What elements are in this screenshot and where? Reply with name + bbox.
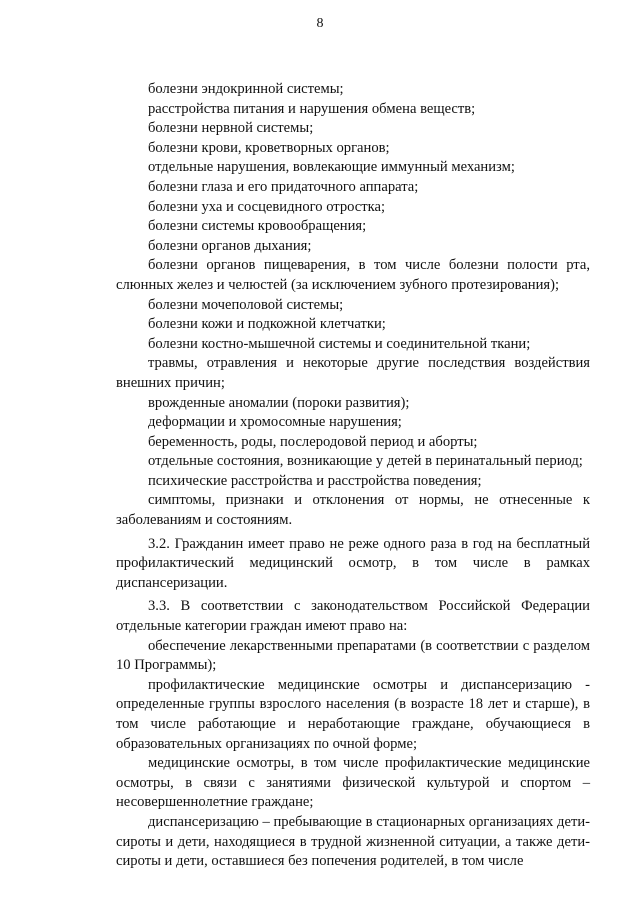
list-item: болезни костно-мышечной системы и соединительной ткани;: [148, 335, 531, 352]
page-number: 8: [316, 16, 324, 31]
list-item: беременность, роды, послеродовой период и аборты;: [148, 433, 478, 450]
list-item: психические расстройства и расстройства поведения;: [148, 472, 482, 489]
list-item: симптомы, признаки и отклонения от нормы, не отнесенные к заболеваниям и состояниям.: [116, 492, 590, 529]
list-item: болезни органов дыхания;: [148, 237, 312, 254]
list-item: болезни эндокринной системы;: [148, 81, 344, 97]
list-item: болезни системы кровообращения;: [148, 218, 367, 235]
list-item: врожденные аномалии (пороки развития);: [148, 394, 410, 411]
list-item: болезни органов пищеварения, в том числе болезни полости рта, слюнных желез и челюстей (за исключением зубного протезирования);: [116, 257, 590, 293]
list-item: отдельные нарушения, вовлекающие иммунный механизм;: [148, 159, 515, 176]
list-item: болезни нервной системы;: [148, 120, 314, 137]
list-item: болезни крови, кроветворных органов;: [148, 139, 390, 156]
list-item: болезни глаза и его придаточного аппарата;: [148, 178, 419, 195]
list-item: болезни уха и сосцевидного отростка;: [148, 198, 386, 215]
list-item: профилактические медицинские осмотры и диспансеризацию - определенные группы взрослого населения (в возрасте 18 лет и старше), в том числе работающие и неработающие граждане, обучающиеся в образовательных организациях по очной форме;: [116, 676, 590, 752]
list-item: обеспечение лекарственными препаратами (в соответствии с разделом 10 Программы);: [116, 637, 590, 674]
list-item: деформации и хромосомные нарушения;: [148, 414, 402, 431]
list-item: медицинские осмотры, в том числе профилактические медицинские осмотры, в связи с занятиями физической культурой и спортом – несовершеннолетние граждане;: [116, 755, 590, 811]
list-item: отдельные состояния, возникающие у детей в перинатальный период;: [148, 453, 583, 470]
list-item: болезни мочеполовой системы;: [148, 296, 344, 313]
list-item: расстройства питания и нарушения обмена веществ;: [148, 100, 476, 117]
list-item: болезни кожи и подкожной клетчатки;: [148, 316, 386, 333]
paragraph-3-2: 3.2. Гражданин имеет право не реже одного раза в год на бесплатный профилактический медицинский осмотр, в том числе в рамках диспансеризации.: [116, 535, 590, 591]
document-body: [116, 80, 590, 872]
list-item: диспансеризацию – пребывающие в стационарных организациях дети-сироты и дети, находящиеся в трудной жизненной ситуации, а также дети-сироты и дети, оставшиеся без попечения родителей, в том числе: [116, 813, 590, 870]
paragraph-3-3: 3.3. В соответствии с законодательством Российской Федерации отдельные категории граждан имеют право на:: [116, 598, 590, 635]
list-item: травмы, отравления и некоторые другие последствия воздействия внешних причин;: [116, 355, 590, 391]
